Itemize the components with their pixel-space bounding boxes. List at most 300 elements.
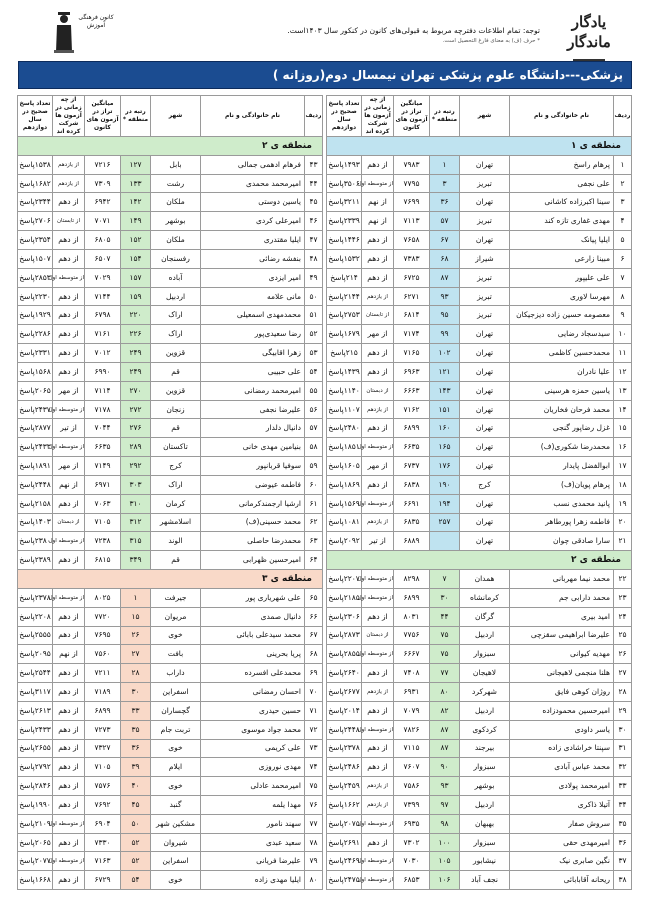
cell-name: سینا اکبرزاده کاشانی [510, 193, 614, 212]
cell-row-no: ۶ [614, 249, 632, 268]
cell-since: از دهم [53, 494, 85, 513]
cell-rank: ۲۸۹ [121, 438, 151, 457]
table-row [327, 419, 632, 438]
cell-row-no: ۳۰ [614, 720, 632, 739]
cell-city: بوشهر [151, 212, 201, 231]
cell-score: ۶۹۴۲ [85, 193, 121, 212]
table-row [327, 626, 632, 645]
cell-row-no: ۴۷ [305, 231, 323, 250]
cell-score: ۷۰۷۹ [394, 701, 430, 720]
cell-city: خوی [151, 871, 201, 890]
cell-since: از دهم [362, 419, 394, 438]
cell-answers: ۱۴۹۳پاسخ [327, 155, 362, 174]
cell-row-no: ۲۱ [614, 532, 632, 551]
table-row [327, 268, 632, 287]
cell-answers: ۱۶۶۸پاسخ [18, 871, 53, 890]
cell-rank: ۷۷ [430, 664, 460, 683]
table-row [18, 174, 323, 193]
cell-since: از دهم [53, 231, 85, 250]
cell-since: از یازدهم [362, 400, 394, 419]
cell-since: از یازدهم [362, 795, 394, 814]
cell-answers: ۲۸۵۵پاسخ [327, 645, 362, 664]
cell-answers: ۲۳۵۴پاسخ [18, 231, 53, 250]
cell-answers: ۲۴۳۷پاسخ [18, 400, 53, 419]
cell-name: علیا نادران [510, 362, 614, 381]
cell-row-no: ۲۷ [614, 664, 632, 683]
region-label: منطقه ی ۲ [327, 551, 632, 570]
cell-city: اراک [151, 325, 201, 344]
cell-since: از یازدهم [53, 155, 85, 174]
cell-score: ۸۰۳۱ [394, 607, 430, 626]
cell-name: مهدی غفاری تازه کند [510, 212, 614, 231]
region-label: منطقه ی ۲ [18, 137, 323, 156]
cell-row-no: ۸ [614, 287, 632, 306]
table-row [18, 833, 323, 852]
cell-rank: ۹۹ [430, 325, 460, 344]
cell-answers: ۲۸۷۷پاسخ [18, 419, 53, 438]
cell-since: از تیر [53, 419, 85, 438]
cell-name: سپنتا خراشادی زاده [510, 739, 614, 758]
region-header [18, 137, 323, 156]
cell-answers: ۱۶۷۹پاسخ [327, 325, 362, 344]
cell-city: رفسنجان [151, 249, 201, 268]
cell-score: ۷۰۱۲ [85, 344, 121, 363]
table-row [327, 588, 632, 607]
cell-since: از دهم [53, 325, 85, 344]
cell-answers: ۳۵۰۶پاسخ [327, 174, 362, 193]
cell-city: سبزوار [460, 833, 510, 852]
cell-answers: ۲۴۴۸پاسخ [327, 720, 362, 739]
cell-score: ۶۸۵۳ [394, 871, 430, 890]
table-row [327, 664, 632, 683]
table-row [327, 231, 632, 250]
cell-rank: ۱۳۳ [121, 174, 151, 193]
cell-name: بنیامین مهدی خانی [201, 438, 305, 457]
left-column [18, 95, 323, 890]
cell-row-no: ۲۴ [614, 607, 632, 626]
cell-since: از دهم [53, 664, 85, 683]
cell-city: کرمان [151, 494, 201, 513]
cell-row-no: ۳۱ [614, 739, 632, 758]
cell-name: دانیال دلدار [201, 419, 305, 438]
cell-rank: ۸۲ [430, 701, 460, 720]
cell-city: جیرفت [151, 588, 201, 607]
cell-name: محمدحسین کاظمی [510, 344, 614, 363]
cell-score: ۶۷۲۵ [394, 268, 430, 287]
cell-rank: ۲۷ [121, 645, 151, 664]
cell-row-no: ۱۸ [614, 475, 632, 494]
cell-since: از متوسطه اول [362, 814, 394, 833]
cell-city: کرمانشاه [460, 588, 510, 607]
cell-row-no: ۵۲ [305, 325, 323, 344]
cell-row-no: ۲۶ [614, 645, 632, 664]
cell-score: ۷۲۱۶ [85, 155, 121, 174]
cell-answers: ۲۴۷۵پاسخ [327, 871, 362, 890]
cell-row-no: ۳ [614, 193, 632, 212]
cell-answers: ۱۶۰۵پاسخ [327, 457, 362, 476]
cell-row-no: ۷۳ [305, 739, 323, 758]
cell-rank: ۹۳ [430, 777, 460, 796]
cell-row-no: ۵ [614, 231, 632, 250]
cell-score: ۷۳۳۰ [85, 833, 121, 852]
cell-since: از دهم [362, 249, 394, 268]
header-score: میانگین تراز در آزمون های کانون [394, 96, 430, 137]
table-row [18, 325, 323, 344]
cell-row-no: ۶۸ [305, 645, 323, 664]
kanoon-logo [52, 10, 120, 54]
cell-row-no: ۳۶ [614, 833, 632, 852]
cell-row-no: ۱۱ [614, 344, 632, 363]
cell-row-no: ۶۱ [305, 494, 323, 513]
cell-since: از تابستان [362, 306, 394, 325]
cell-name: یاسین حمزه هرسینی [510, 381, 614, 400]
cell-rank: ۲۴۹ [121, 362, 151, 381]
cell-since: از متوسطه اول [362, 871, 394, 890]
cell-name: نگین صابری نیک [510, 852, 614, 871]
cell-name: علی کریمی [201, 739, 305, 758]
cell-rank: ۱ [121, 588, 151, 607]
cell-answers: ۱۱۴۰پاسخ [327, 381, 362, 400]
cell-score: ۶۹۶۳ [394, 362, 430, 381]
cell-name: پرهام پویان(ف) [510, 475, 614, 494]
cell-city: اردبیل [151, 287, 201, 306]
cell-score: ۶۸۰۵ [85, 231, 121, 250]
cell-row-no: ۴۵ [305, 193, 323, 212]
cell-row-no: ۷۸ [305, 833, 323, 852]
cell-city: تهران [460, 438, 510, 457]
cell-row-no: ۴۳ [305, 155, 323, 174]
cell-score: ۸۰۲۵ [85, 588, 121, 607]
cell-score: ۷۱۴۹ [85, 457, 121, 476]
cell-city: تبریز [460, 212, 510, 231]
cell-since: از متوسطه اول [53, 438, 85, 457]
cell-name: علیرضا نجفی [201, 400, 305, 419]
header-since: از چه زمانی در آزمون ها شرکت کرده اند [53, 96, 85, 137]
cell-name: محمدرضا شکوری(ف) [510, 438, 614, 457]
cell-answers: ۲۱۴پاسخ [327, 268, 362, 287]
table-row [327, 758, 632, 777]
cell-city: لاهیجان [460, 664, 510, 683]
cell-rank: ۵۷ [430, 212, 460, 231]
cell-name: بنفشه رضائی [201, 249, 305, 268]
cell-score: ۷۱۰۵ [85, 758, 121, 777]
cell-score: ۷۱۴۴ [85, 287, 121, 306]
cell-score: ۷۵۸۶ [394, 777, 430, 796]
cell-answers: ۱۴۳۹پاسخ [327, 362, 362, 381]
cell-score: ۷۱۶۳ [85, 852, 121, 871]
cell-city: تهران [460, 344, 510, 363]
cell-score: ۶۸۳۸ [394, 475, 430, 494]
table-row [18, 400, 323, 419]
cell-row-no: ۷۵ [305, 777, 323, 796]
cell-row-no: ۶۳ [305, 532, 323, 551]
cell-city: قم [151, 551, 201, 570]
cell-rank: ۱۷۶ [430, 457, 460, 476]
cell-rank: ۲۵۷ [430, 513, 460, 532]
cell-since: از دبستان [362, 381, 394, 400]
table-row [18, 814, 323, 833]
cell-since: از مهر [53, 457, 85, 476]
cell-since: از متوسطه اول [53, 400, 85, 419]
cell-row-no: ۶۷ [305, 626, 323, 645]
cell-since: از یازدهم [362, 777, 394, 796]
cell-city: بوشهر [460, 777, 510, 796]
cell-score: ۶۷۹۸ [85, 306, 121, 325]
cell-name: امیرمحمد عادلی [201, 777, 305, 796]
page-header [18, 8, 632, 56]
cell-row-no: ۱۶ [614, 438, 632, 457]
header-name: نام خانوادگی و نام [510, 96, 614, 137]
cell-answers: ۱۰۸۱پاسخ [327, 513, 362, 532]
cell-name: محمدعلی افسرده [201, 664, 305, 683]
cell-city: تهران [460, 494, 510, 513]
cell-name: فاطمه عیوضی [201, 475, 305, 494]
cell-row-no: ۲۲ [614, 570, 632, 589]
cell-since: از دهم [53, 193, 85, 212]
cell-since: از مهر [362, 325, 394, 344]
cell-city: ملکان [151, 193, 201, 212]
cell-rank: ۲۹۲ [121, 457, 151, 476]
cell-city: نیشابور [460, 852, 510, 871]
cell-city: داراب [151, 664, 201, 683]
cell-answers: ۲۱۰۹پاسخ [18, 814, 53, 833]
cell-since: از دهم [53, 607, 85, 626]
cell-answers: ۲۰۷۵پاسخ [327, 814, 362, 833]
cell-score: ۶۸۱۵ [85, 551, 121, 570]
cell-city: بهبهان [460, 814, 510, 833]
table-row [327, 400, 632, 419]
cell-score: ۶۸۳۵ [394, 513, 430, 532]
cell-city: تبریز [460, 268, 510, 287]
cell-name: علی حبیبی [201, 362, 305, 381]
cell-rank: ۳۱۰ [121, 494, 151, 513]
cell-city: ملکان [151, 231, 201, 250]
cell-score: ۷۶۹۹ [394, 193, 430, 212]
cell-answers: ۱۵۳۸پاسخ [18, 155, 53, 174]
cell-answers: ۲۰۱۴پاسخ [327, 701, 362, 720]
cell-rank: ۱۲۷ [121, 155, 151, 174]
cell-rank: ۱۰۶ [430, 871, 460, 890]
cell-answers: ۲۲۸۶پاسخ [18, 325, 53, 344]
cell-rank: ۸۷ [430, 268, 460, 287]
cell-score: ۶۶۶۳ [394, 381, 430, 400]
cell-name: ایلیا مقتدری [201, 231, 305, 250]
cell-city: اردبیل [460, 626, 510, 645]
cell-rank: ۱۰۵ [430, 852, 460, 871]
cell-answers: ۲۴۵۹پاسخ [327, 777, 362, 796]
region-label: منطقه ی ۳ [18, 570, 323, 589]
cell-city: شیروان [151, 833, 201, 852]
cell-row-no: ۳۳ [614, 777, 632, 796]
cell-rank: ۱۲۱ [430, 362, 460, 381]
cell-answers: ۲۰۶۵پاسخ [18, 381, 53, 400]
cell-since: از دهم [53, 551, 85, 570]
cell-rank: ۷۵ [430, 645, 460, 664]
cell-name: فرهام ادهمی جمالی [201, 155, 305, 174]
cell-row-no: ۴ [614, 212, 632, 231]
cell-answers: ۱۶۶۲پاسخ [327, 795, 362, 814]
cell-row-no: ۳۴ [614, 795, 632, 814]
table-row [18, 306, 323, 325]
table-row [327, 155, 632, 174]
cell-name: یاسین دوستی [201, 193, 305, 212]
cell-name: پریا بحرینی [201, 645, 305, 664]
cell-since: از یازدهم [362, 287, 394, 306]
cell-score: ۷۱۶۲ [394, 400, 430, 419]
cell-rank: ۹۵ [430, 306, 460, 325]
cell-answers: ۲۴۸۶پاسخ [327, 758, 362, 777]
cell-city: شهرکرد [460, 683, 510, 702]
cell-rank: ۲۷۰ [121, 381, 151, 400]
cell-rank: ۳۶ [121, 739, 151, 758]
cell-answers: ۲۸۷۳پاسخ [327, 626, 362, 645]
cell-since: از مهر [362, 457, 394, 476]
cell-city: خوی [151, 777, 201, 796]
cell-name: محمد سیدعلی بابائی [201, 626, 305, 645]
cell-row-no: ۵۵ [305, 381, 323, 400]
cell-city: ایلام [151, 758, 201, 777]
region-header [18, 570, 323, 589]
cell-rank: ۱۴۲ [121, 193, 151, 212]
cell-since: از دهم [362, 231, 394, 250]
cell-city: تهران [460, 231, 510, 250]
cell-score: ۷۱۱۳ [394, 212, 430, 231]
cell-city: تهران [460, 155, 510, 174]
table-row [18, 739, 323, 758]
cell-rank: ۵۲ [121, 852, 151, 871]
cell-rank: ۸۷ [430, 720, 460, 739]
table-row [18, 475, 323, 494]
cell-since: از یازدهم [53, 174, 85, 193]
cell-answers: ۲۱۴۴پاسخ [327, 287, 362, 306]
cell-name: علیرضا فریانی [201, 852, 305, 871]
cell-since: از دهم [362, 155, 394, 174]
cell-score: ۷۳۲۷ [85, 739, 121, 758]
cell-rank: ۹۷ [430, 795, 460, 814]
cell-row-no: ۵۷ [305, 419, 323, 438]
cell-since: از دهم [362, 268, 394, 287]
cell-row-no: ۲۳ [614, 588, 632, 607]
header-score: میانگین تراز در آزمون های کانون [85, 96, 121, 137]
table-row [18, 701, 323, 720]
cell-city: تربت جام [151, 720, 201, 739]
cell-name: دانیال صمدی [201, 607, 305, 626]
cell-row-no: ۸۰ [305, 871, 323, 890]
cell-answers: ۲۷۰۶پاسخ [18, 212, 53, 231]
table-row [327, 570, 632, 589]
cell-city: گنبد [151, 795, 201, 814]
cell-rank: ۹۸ [430, 814, 460, 833]
cell-city: نجف آباد [460, 871, 510, 890]
cell-rank: ۷۵ [430, 626, 460, 645]
cell-row-no: ۵۳ [305, 344, 323, 363]
cell-answers: ۲۶۵۵پاسخ [18, 739, 53, 758]
notice-sub: * حرف (ف) به معنای فارغ التحصیل است. [442, 38, 540, 44]
cell-city: اردبیل [460, 701, 510, 720]
cell-since: از متوسطه اول [53, 268, 85, 287]
cell-since: از دهم [53, 249, 85, 268]
cell-score: ۶۷۲۹ [85, 871, 121, 890]
cell-answers: ۱۸۶۹پاسخ [327, 475, 362, 494]
cell-row-no: ۳۲ [614, 758, 632, 777]
region-header [327, 551, 632, 570]
table-row [18, 193, 323, 212]
cell-answers: ۲۸۵۳پاسخ [18, 268, 53, 287]
cell-answers: ۲۳۳۱پاسخ [18, 344, 53, 363]
cell-answers: ۲۶۹۱پاسخ [327, 833, 362, 852]
cell-score: ۷۰۷۱ [85, 212, 121, 231]
cell-name: امیرمحمد محمدی [201, 174, 305, 193]
cell-name: پرهام راسخ [510, 155, 614, 174]
cell-since: از متوسطه اول [53, 814, 85, 833]
cell-row-no: ۵۹ [305, 457, 323, 476]
cell-row-no: ۵۰ [305, 287, 323, 306]
cell-score: ۷۰۳۰ [394, 852, 430, 871]
cell-answers: ۳۱۱۷پاسخ [18, 683, 53, 702]
cell-city: تهران [460, 381, 510, 400]
table-row [327, 475, 632, 494]
cell-row-no: ۷۲ [305, 720, 323, 739]
cell-rank: ۳۶ [430, 193, 460, 212]
cell-city: آباده [151, 268, 201, 287]
cell-score: ۷۳۸۳ [394, 249, 430, 268]
cell-score: ۶۶۹۱ [394, 494, 430, 513]
cell-name: محمد نیما مهربانی [510, 570, 614, 589]
cell-city: الوند [151, 532, 201, 551]
cell-score: ۶۹۷۱ [85, 475, 121, 494]
table-row [18, 287, 323, 306]
cell-city: قم [151, 362, 201, 381]
table-row [327, 795, 632, 814]
cell-city: همدان [460, 570, 510, 589]
header-answers: تعداد پاسخ صحیح در سال دوازدهم [18, 96, 53, 137]
table-row [327, 607, 632, 626]
cell-row-no: ۳۷ [614, 852, 632, 871]
cell-rank: ۵۴ [121, 871, 151, 890]
header-city: شهر [151, 96, 201, 137]
cell-name: امیرمهدی حقی [510, 833, 614, 852]
cell-since: از دهم [362, 701, 394, 720]
cell-row-no: ۴۶ [305, 212, 323, 231]
table-header [18, 96, 323, 137]
cell-since: از دهم [362, 475, 394, 494]
cell-score: ۷۲۷۳ [85, 720, 121, 739]
cell-city: اسفراین [151, 683, 201, 702]
cell-row-no: ۵۸ [305, 438, 323, 457]
cell-answers: ۱۵۶۹پاسخ [327, 494, 362, 513]
cell-city: بابل [151, 155, 201, 174]
cell-city: اراک [151, 475, 201, 494]
cell-rank: ۱۵ [121, 607, 151, 626]
cell-name: هلنا منجمی لاهیجانی [510, 664, 614, 683]
results-table-left [17, 95, 323, 890]
cell-city: قزوین [151, 381, 201, 400]
cell-row-no: ۵۴ [305, 362, 323, 381]
cell-answers: ۲۱۵۸پاسخ [18, 494, 53, 513]
table-row [18, 419, 323, 438]
cell-since: از دهم [362, 758, 394, 777]
cell-answers: ۲۱۵پاسخ [327, 344, 362, 363]
cell-rank: ۱۴۹ [121, 212, 151, 231]
table-row [18, 852, 323, 871]
section-title: پزشکی---دانشگاه علوم پزشکی تهران نیمسال دوم(روزانه ) [18, 61, 632, 89]
yadegar-logo [548, 12, 630, 52]
cell-city: زنجان [151, 400, 201, 419]
cell-name: سروش صفار [510, 814, 614, 833]
cell-rank: ۵۲ [121, 833, 151, 852]
cell-answers: ۱۵۳۲پاسخ [327, 249, 362, 268]
cell-score: ۷۷۹۵ [394, 174, 430, 193]
